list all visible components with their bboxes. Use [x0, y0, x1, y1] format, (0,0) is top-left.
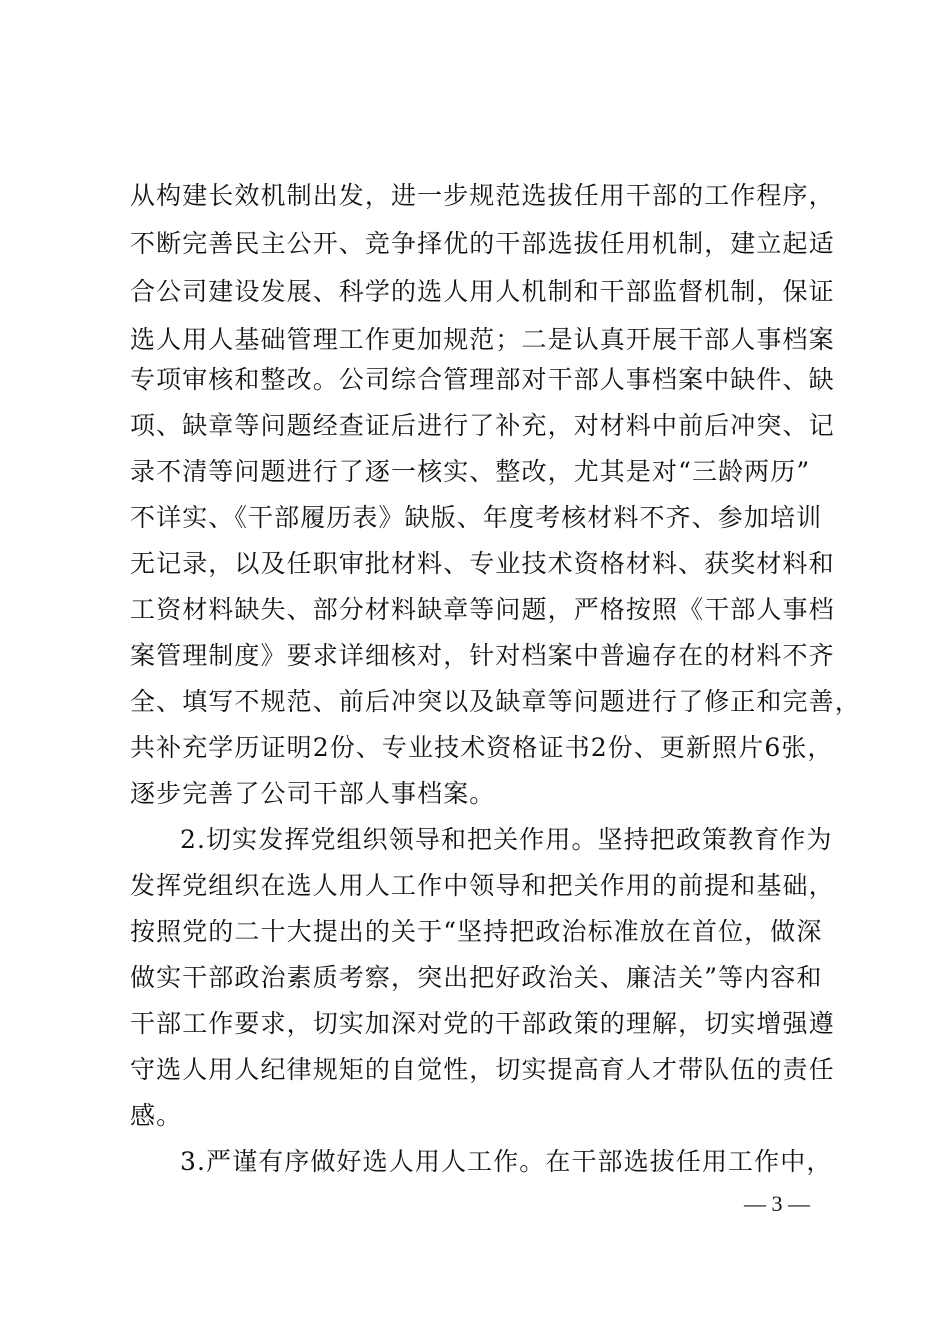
paragraph-1-line-7: 录不清等问题进行了逐一核实、整改，尤其是对“三龄两历” — [130, 457, 811, 486]
paragraph-3-line-1: 3.严谨有序做好选人用人工作。在干部选拔任用工作中， — [180, 1147, 833, 1176]
paragraph-2-line-6: 守选人用人纪律规矩的自觉性，切实提高育人才带队伍的责任 — [130, 1055, 835, 1084]
paragraph-2-line-1: 2.切实发挥党组织领导和把关作用。坚持把政策教育作为 — [180, 825, 833, 854]
page-number: — 3 — — [744, 1191, 810, 1216]
paragraph-1-line-10: 工资材料缺失、部分材料缺章等问题，严格按照《干部人事档 — [130, 595, 835, 624]
paragraph-1-line-9: 无记录，以及任职审批材料、专业技术资格材料、获奖材料和 — [130, 549, 835, 578]
paragraph-1-line-5: 专项审核和整改。公司综合管理部对干部人事档案中缺件、缺 — [130, 365, 835, 394]
paragraph-1-line-8: 不详实、《干部履历表》缺版、年度考核材料不齐、参加培训 — [130, 503, 823, 532]
paragraph-1-line-14: 逐步完善了公司干部人事档案。 — [130, 779, 496, 808]
paragraph-2-line-3: 按照党的二十大提出的关于“坚持把政治标准放在首位，做深 — [130, 917, 823, 946]
paragraph-1-line-3: 合公司建设发展、科学的选人用人机制和干部监督机制，保证 — [130, 277, 835, 306]
paragraph-1-line-11: 案管理制度》要求详细核对，针对档案中普遍存在的材料不齐 — [130, 641, 835, 670]
paragraph-2-line-7: 感。 — [130, 1101, 183, 1130]
paragraph-1-line-1: 从构建长效机制出发，进一步规范选拔任用干部的工作程序， — [130, 181, 835, 210]
paragraph-2-line-2: 发挥党组织在选人用人工作中领导和把关作用的前提和基础， — [130, 871, 835, 900]
paragraph-1-line-6: 项、缺章等问题经查证后进行了补充，对材料中前后冲突、记 — [130, 411, 835, 440]
paragraph-2-line-5: 干部工作要求，切实加深对党的干部政策的理解，切实增强遵 — [130, 1009, 835, 1038]
paragraph-1-line-13: 共补充学历证明2份、专业技术资格证书2份、更新照片6张， — [130, 733, 834, 762]
paragraph-1-line-12: 全、填写不规范、前后冲突以及缺章等问题进行了修正和完善， — [130, 687, 861, 716]
paragraph-1-line-2: 不断完善民主公开、竞争择优的干部选拔任用机制，建立起适 — [130, 229, 835, 258]
paragraph-2-line-4: 做实干部政治素质考察，突出把好政治关、廉洁关”等内容和 — [130, 963, 823, 992]
paragraph-1-line-4: 选人用人基础管理工作更加规范；二是认真开展干部人事档案 — [130, 325, 835, 354]
